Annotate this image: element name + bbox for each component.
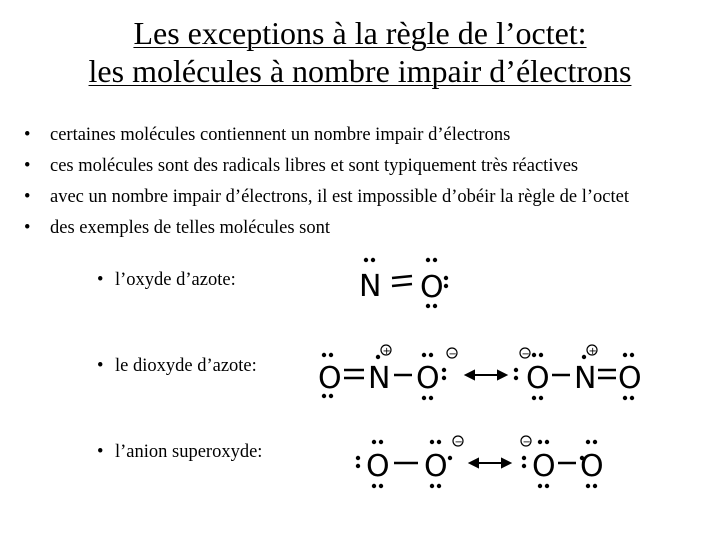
example-label: l’oxyde d’azote: — [115, 270, 236, 290]
example-label: l’anion superoxyde: — [115, 442, 263, 462]
bullet-text: avec un nombre impair d’électrons, il est impossible d’obéir la règle de l’octet — [50, 187, 629, 207]
atom-o: O — [420, 270, 444, 305]
double-bond — [344, 370, 364, 378]
bullet-dot: • — [97, 442, 104, 462]
example-label: le dioxyde d’azote: — [115, 356, 257, 376]
charge-label: − — [448, 349, 457, 360]
atom-o: O — [318, 361, 342, 396]
charge-label: − — [521, 349, 530, 360]
bullet-item — [22, 214, 629, 245]
bullet-text: des exemples de telles molécules sont — [50, 218, 330, 238]
bullet-item — [22, 121, 629, 152]
bullet-dot: • — [97, 356, 104, 376]
bullet-dot: • — [97, 270, 104, 290]
bullet-list — [22, 121, 629, 245]
example-item-o2 — [97, 442, 262, 463]
example-item-no2 — [97, 356, 257, 377]
charge-label: − — [454, 437, 463, 448]
title-line-2: les molécules à nombre impair d’électrons — [88, 53, 632, 89]
atom-o: O — [580, 449, 604, 484]
bullet-dot: • — [24, 218, 31, 238]
bullet-text: certaines molécules contiennent un nombre impair d’électrons — [50, 125, 511, 145]
charge-label: + — [382, 346, 391, 357]
bullet-item — [22, 152, 629, 183]
bullet-dot: • — [24, 156, 31, 176]
bullet-item — [22, 183, 629, 214]
lewis-structure-superoxide — [352, 428, 632, 494]
bullet-text: ces molécules sont des radicals libres et sont typiquement très réactives — [50, 156, 579, 176]
atom-o: O — [532, 449, 556, 484]
charge-label: − — [522, 437, 531, 448]
example-item-no — [97, 270, 236, 291]
atom-n: N — [574, 361, 597, 396]
title-line-1: Les exceptions à la règle de l’octet: — [133, 15, 587, 51]
atom-n: N — [359, 269, 382, 304]
resonance-arrow-icon — [466, 371, 506, 379]
double-bond — [392, 276, 412, 286]
resonance-arrow-icon — [470, 459, 510, 467]
atom-o: O — [526, 361, 550, 396]
slide-title — [0, 14, 720, 90]
charge-label: + — [588, 346, 597, 357]
lewis-structure-no2 — [312, 340, 652, 410]
bullet-dot: • — [24, 125, 31, 145]
lewis-structure-no — [350, 250, 470, 310]
atom-o: O — [424, 449, 448, 484]
bullet-dot: • — [24, 187, 31, 207]
atom-o: O — [618, 361, 642, 396]
atom-o: O — [416, 361, 440, 396]
double-bond — [598, 370, 616, 378]
atom-o: O — [366, 449, 390, 484]
atom-n: N — [368, 361, 391, 396]
